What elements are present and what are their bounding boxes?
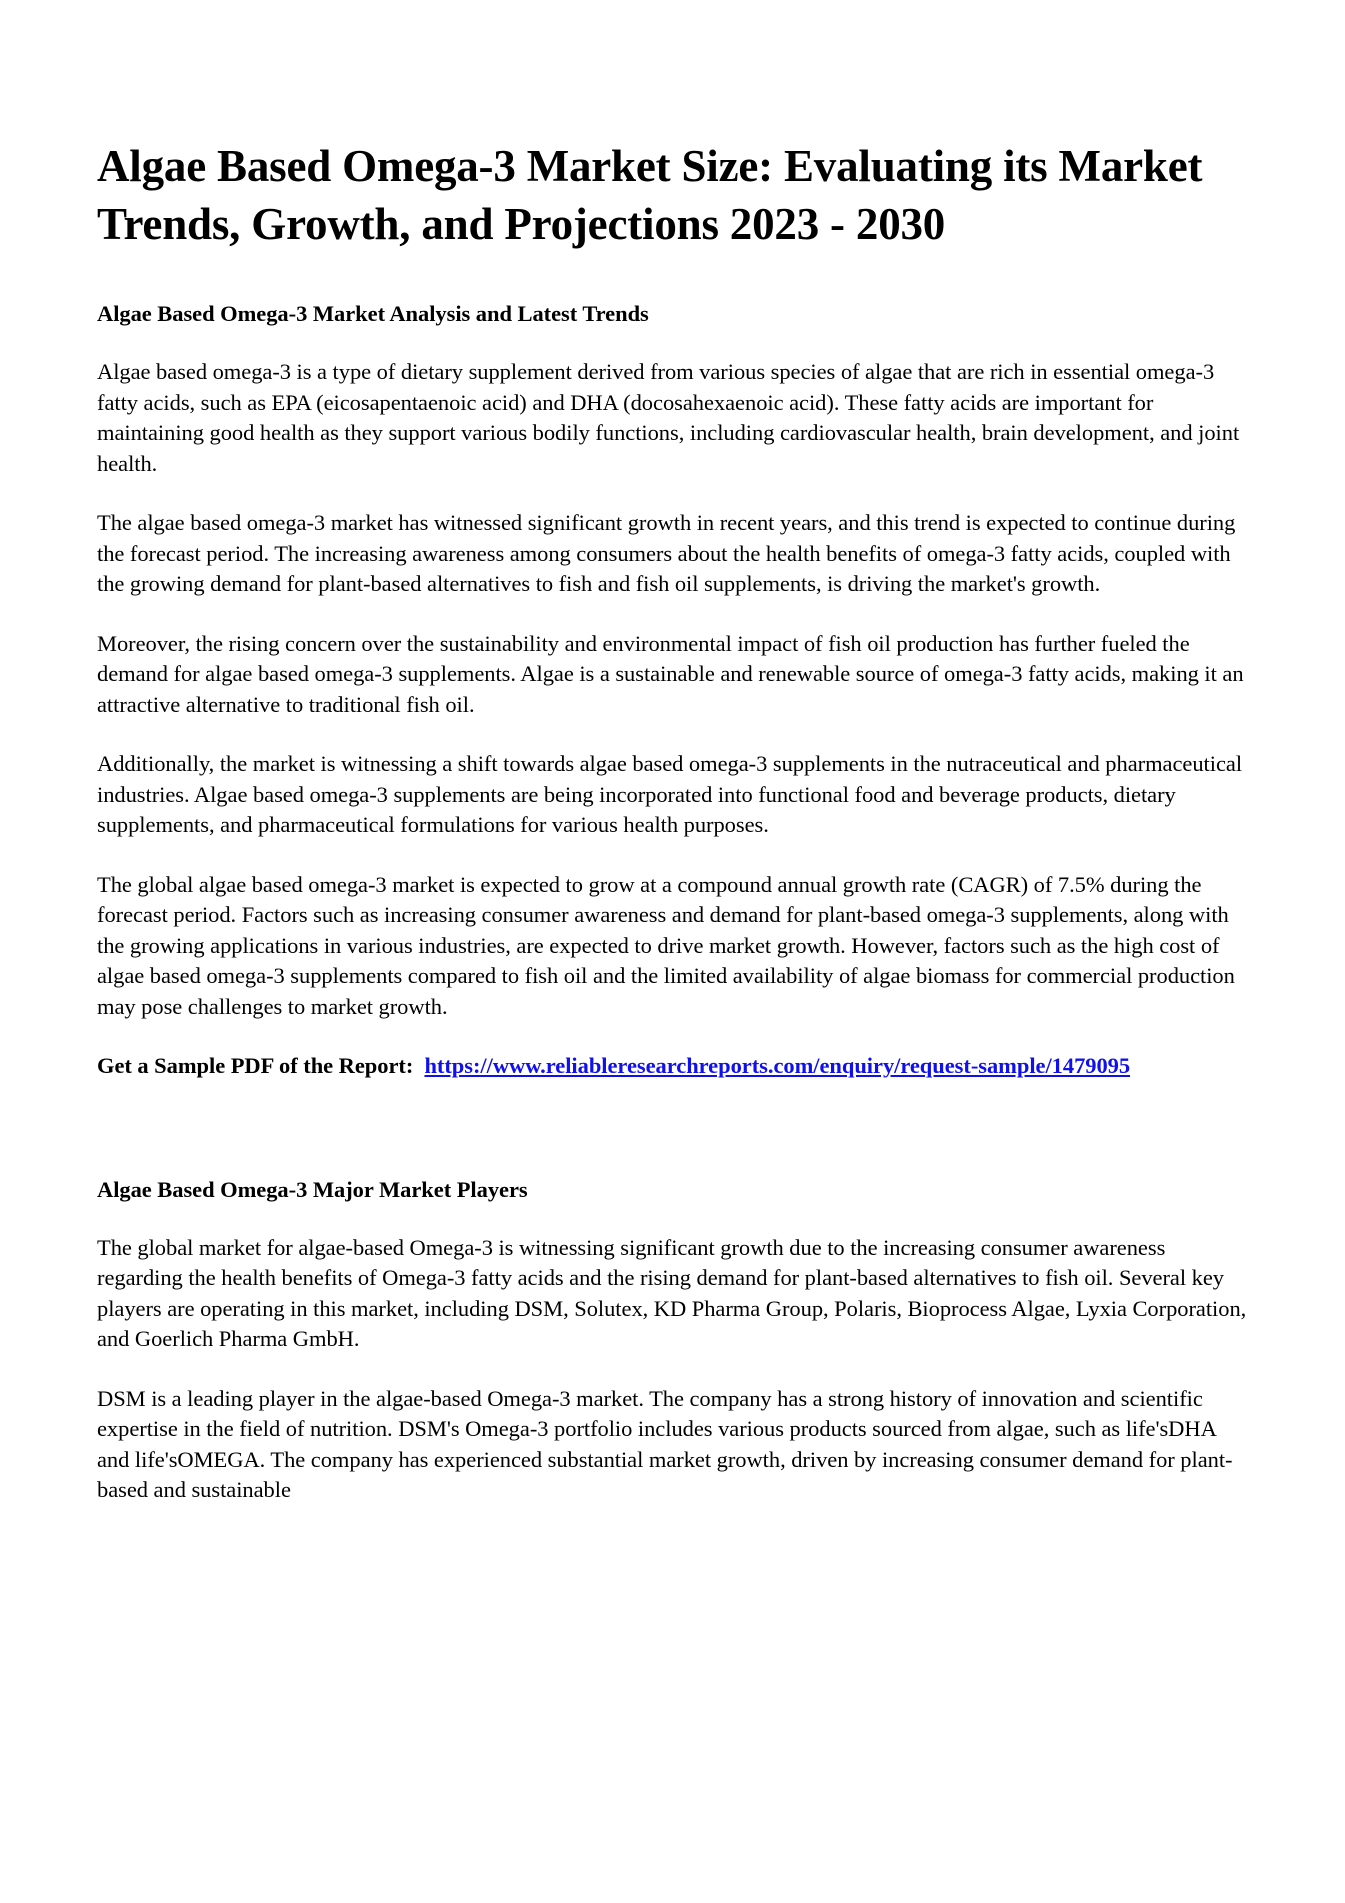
request-sample-link[interactable]: https://www.reliableresearchreports.com/enquiry/request-sample/1479095 [424, 1053, 1131, 1079]
paragraph-key-players: The global market for algae-based Omega-3 is witnessing significant growth due to the increasing consumer awareness regarding the health benefits of Omega-3 fatty acids and the rising demand for plant-based alternatives to fish oil. Several key players are operating in this market, including DSM, Solutex, KD Pharma Group, Polaris, Bioprocess Algae, Lyxia Corporation, and Goerlich Pharma GmbH. [97, 1234, 1247, 1352]
page-title: Algae Based Omega-3 Market Size: Evaluating its Market Trends, Growth, and Projections 2023 - 2030 [97, 141, 1203, 249]
section-heading-major-players: Algae Based Omega-3 Major Market Players [97, 1176, 528, 1202]
paragraph-cagr-forecast: The global algae based omega-3 market is expected to grow at a compound annual growth rate (CAGR) of 7.5% during the forecast period. Factors such as increasing consumer awareness and demand for plant-based omega-3 supplements, along with the growing applications in various industries, are expected to drive market growth. However, factors such as the high cost of algae based omega-3 supplements compared to fish oil and the limited availability of algae biomass for commercial production may pose challenges to market growth. [97, 871, 1235, 1019]
sample-pdf-cta [97, 1051, 1250, 1081]
paragraph-sustainability: Moreover, the rising concern over the sustainability and environmental impact of fish oil production has further fueled the demand for algae based omega-3 supplements. Algae is a sustainable and renewable source of omega-3 fatty acids, making it an attractive alternative to traditional fish oil. [97, 630, 1244, 717]
paragraph-definition: Algae based omega-3 is a type of dietary supplement derived from various species of algae that are rich in essential omega-3 fatty acids, such as EPA (eicosapentaenoic acid) and DHA (docosahexaenoic acid). These fatty acids are important for maintaining good health as they support various bodily functions, including cardiovascular health, brain development, and joint health. [97, 359, 1240, 476]
section-heading-market-analysis: Algae Based Omega-3 Market Analysis and Latest Trends [97, 301, 649, 327]
section-spacer [97, 1111, 1250, 1175]
paragraph-industry-shift: Additionally, the market is witnessing a shift towards algae based omega-3 supplements in the nutraceutical and pharmaceutical industries. Algae based omega-3 supplements are being incorporated into functional food and beverage products, dietary supplements, and pharmaceutical formulations for various health purposes. [97, 751, 1243, 838]
sample-pdf-label: Get a Sample PDF of the Report: [97, 1053, 414, 1079]
paragraph-market-growth: The algae based omega-3 market has witnessed significant growth in recent years, and this trend is expected to continue during the forecast period. The increasing awareness among consumers about the health benefits of omega-3 fatty acids, coupled with the growing demand for plant-based alternatives to fish and fish oil supplements, is driving the market's growth. [97, 510, 1236, 597]
paragraph-dsm-profile: DSM is a leading player in the algae-based Omega-3 market. The company has a strong history of innovation and scientific expertise in the field of nutrition. DSM's Omega-3 portfolio includes various products sourced from algae, such as life'sDHA and life'sOMEGA. The company has experienced substantial market growth, driven by increasing consumer demand for plant-based and sustainable [97, 1385, 1233, 1503]
